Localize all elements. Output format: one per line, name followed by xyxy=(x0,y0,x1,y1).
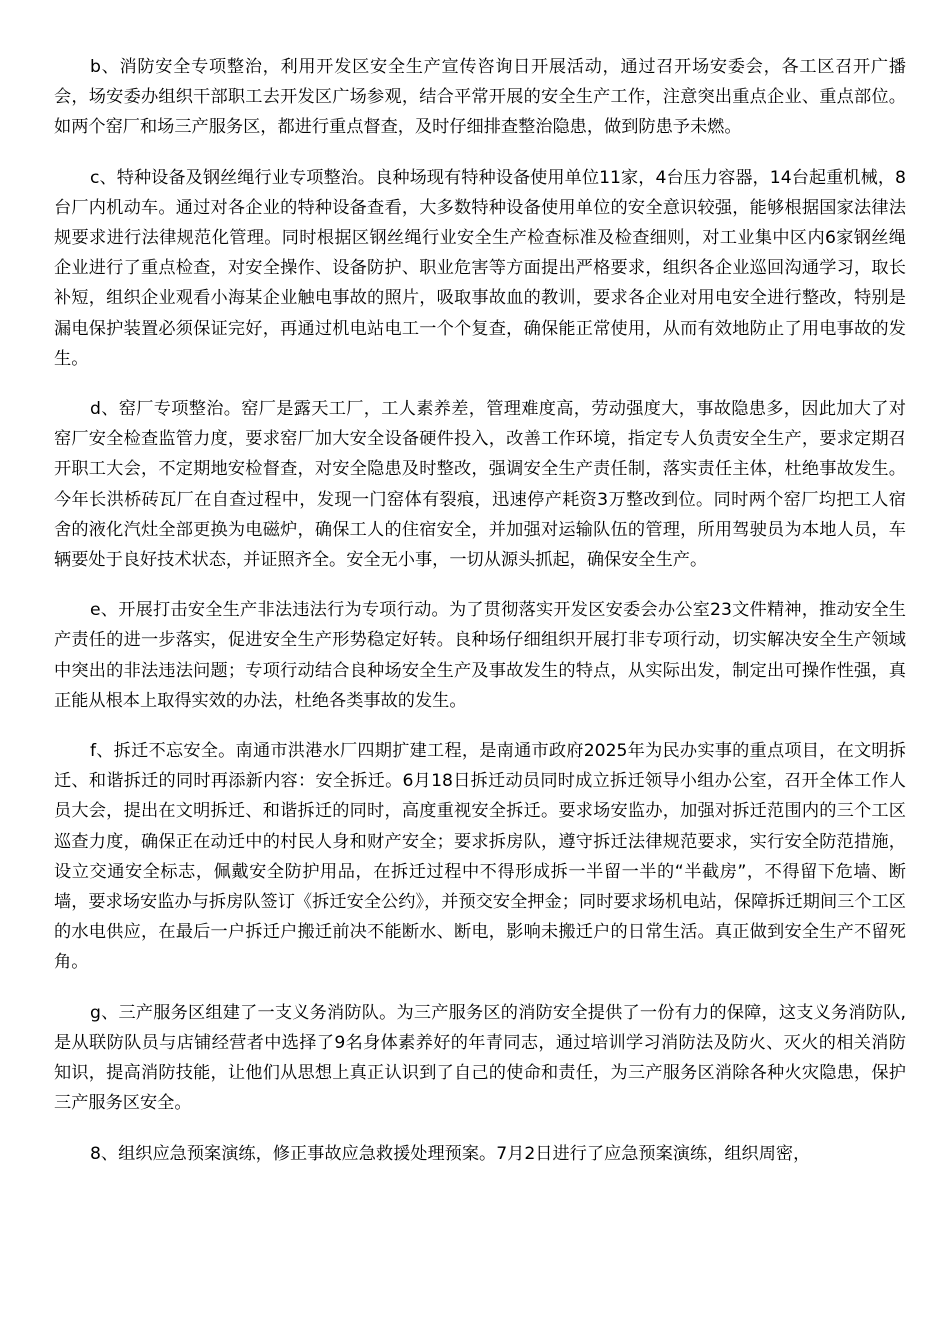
paragraph-b-fire-safety: b、消防安全专项整治，利用开发区安全生产宣传咨询日开展活动，通过召开场安委会，各工区召开广播会，场安委办组织干部职工去开发区广场参观，结合平常开展的安全生产工作，注意突出重点企业、重点部位。如两个窑厂和场三产服务区，都进行重点督查，及时仔细排查整治隐患，做到防患予未燃。 xyxy=(54,57,906,138)
paragraph-c-special-equipment: c、特种设备及钢丝绳行业专项整治。良种场现有特种设备使用单位11家，4台压力容器，14台起重机械，8台厂内机动车。通过对各企业的特种设备查看，大多数特种设备使用单位的安全意识较强，能够根据国家法律法规要求进行法律规范化管理。同时根据区钢丝绳行业安全生产检查标准及检查细则，对工业集中区内6家钢丝绳企业进行了重点检查，对安全操作、设备防护、职业危害等方面提出严格要求，组织各企业巡回沟通学习，取长补短，组织企业观看小海某企业触电事故的照片，吸取事故血的教训，要求各企业对用电安全进行整改，特别是漏电保护装置必须保证完好，再通过机电站电工一个个复查，确保能正常使用，从而有效地防止了用电事故的发生。 xyxy=(54,167,906,369)
paragraph-e-illegal-action: e、开展打击安全生产非法违法行为专项行动。为了贯彻落实开发区安委会办公室23文件精神，推动安全生产责任的进一步落实，促进安全生产形势稳定好转。良种场仔细组织开展打非专项行动，切实解决安全生产领域中突出的非法违法问题；专项行动结合良种场安全生产及事故发生的特点，从实际出发，制定出可操作性强，真正能从根本上取得实效的办法，杜绝各类事故的发生。 xyxy=(54,600,906,711)
paragraph-d-kiln-factory: d、窑厂专项整治。窑厂是露天工厂，工人素养差，管理难度高，劳动强度大，事故隐患多，因此加大了对窑厂安全检查监管力度，要求窑厂加大安全设备硬件投入，改善工作环境，指定专人负责安全生产，要求定期召开职工大会，不定期地安检督查，对安全隐患及时整改，强调安全生产责任制，落实责任主体，杜绝事故发生。今年长洪桥砖瓦厂在自查过程中，发现一门窑体有裂痕，迅速停产耗资3万整改到位。同时两个窑厂均把工人宿舍的液化汽灶全部更换为电磁炉，确保工人的住宿安全，并加强对运输队伍的管理，所用驾驶员为本地人员，车辆要处于良好技术状态，并证照齐全。安全无小事，一切从源头抓起，确保安全生产。 xyxy=(54,399,906,571)
paragraph-8-emergency-drill: 8、组织应急预案演练，修正事故应急救援处理预案。7月2日进行了应急预案演练，组织周密， xyxy=(90,1143,811,1164)
paragraph-g-volunteer-fire-team: g、三产服务区组建了一支义务消防队。为三产服务区的消防安全提供了一份有力的保障，这支义务消防队,是从联防队员与店铺经营者中选择了9名身体素养好的年青同志，通过培训学习消防法及防火、灭火的相关消防知识，提高消防技能，让他们从思想上真正认识到了自己的使命和责任，为三产服务区消除各种火灾隐患，保护三产服务区安全。 xyxy=(54,1002,906,1114)
paragraph-f-demolition-safety: f、拆迁不忘安全。南通市洪港水厂四期扩建工程，是南通市政府2025年为民办实事的重点项目，在文明拆迁、和谐拆迁的同时再添新内容：安全拆迁。6月18日拆迁动员同时成立拆迁领导小组办公室，召开全体工作人员大会，提出在文明拆迁、和谐拆迁的同时，高度重视安全拆迁。要求场安监办，加强对拆迁范围内的三个工区巡查力度，确保正在动迁中的村民人身和财产安全；要求拆房队，遵守拆迁法律规范要求，实行安全防范措施，设立交通安全标志，佩戴安全防护用品，在拆迁过程中不得形成拆一半留一半的“半截房”，不得留下危墙、断墙，要求场安监办与拆房队签订《拆迁安全公约》，并预交安全押金；同时要求场机电站，保障拆迁期间三个工区的水电供应，在最后一户拆迁户搬迁前决不能断水、断电，影响未搬迁户的日常生活。真正做到安全生产不留死角。 xyxy=(54,741,906,973)
